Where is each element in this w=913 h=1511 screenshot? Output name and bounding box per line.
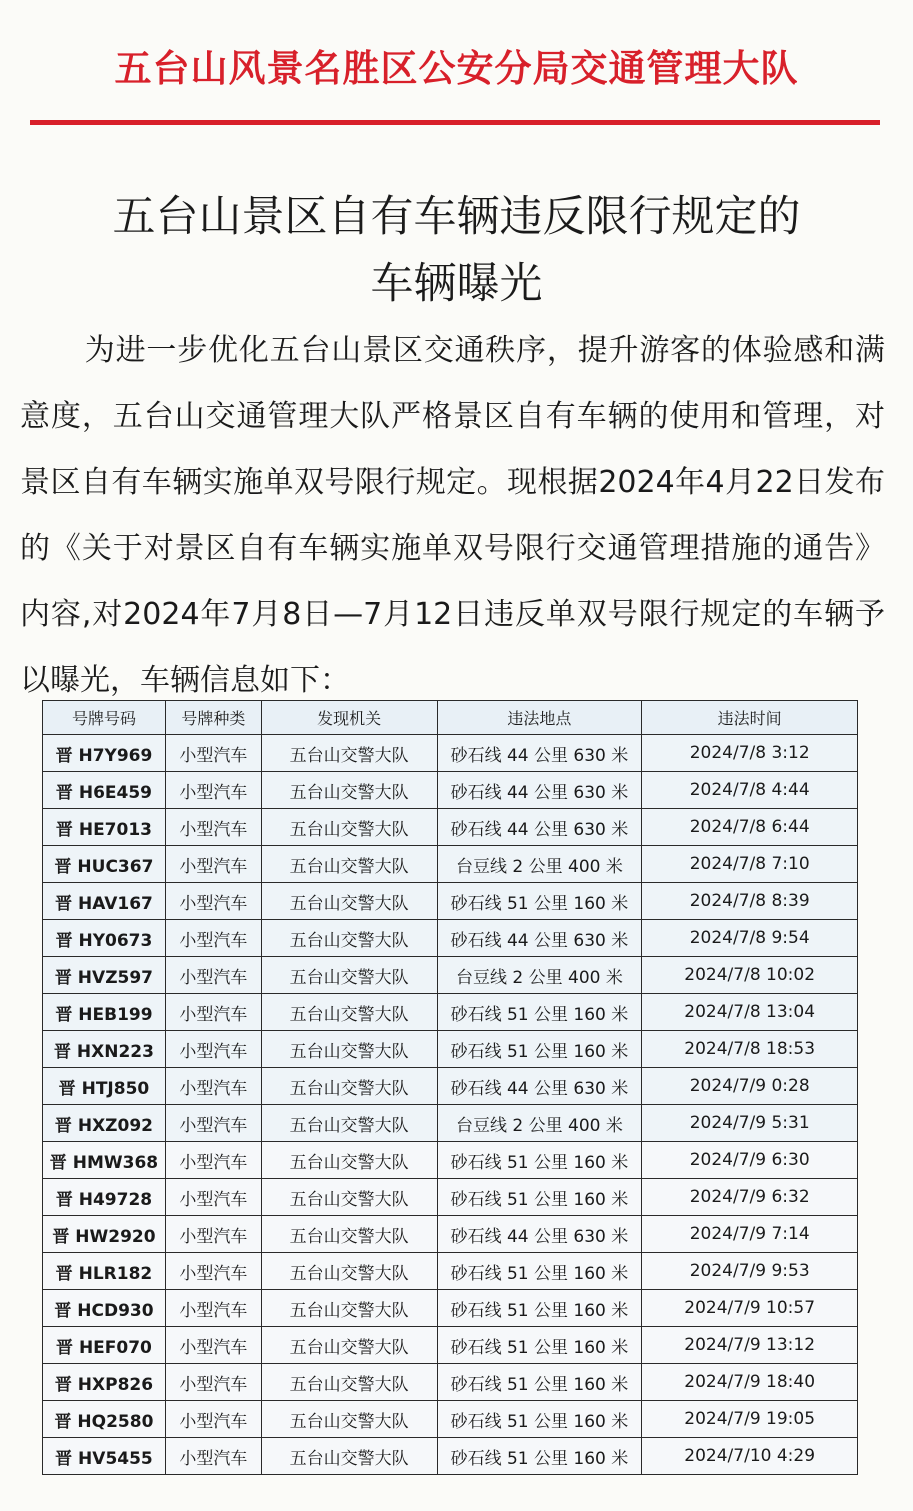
location-cell: 砂石线 44 公里 630 米 xyxy=(437,772,642,809)
plate-cell: 晋 HAV167 xyxy=(43,883,166,920)
location-cell: 砂石线 51 公里 160 米 xyxy=(437,883,642,920)
time-cell: 2024/7/9 18:40 xyxy=(642,1364,858,1401)
table-row xyxy=(43,1253,858,1290)
plate-type-cell: 小型汽车 xyxy=(165,1401,261,1438)
plate-type-cell: 小型汽车 xyxy=(165,1253,261,1290)
table-row xyxy=(43,1401,858,1438)
location-cell: 砂石线 51 公里 160 米 xyxy=(437,1438,642,1475)
table-row xyxy=(43,957,858,994)
plate-cell: 晋 HE7013 xyxy=(43,809,166,846)
table-row xyxy=(43,1438,858,1475)
table-row xyxy=(43,1068,858,1105)
plate-cell: 晋 HXZ092 xyxy=(43,1105,166,1142)
time-cell: 2024/7/9 7:14 xyxy=(642,1216,858,1253)
table-row xyxy=(43,809,858,846)
agency-cell: 五台山交警大队 xyxy=(261,735,437,772)
agency-cell: 五台山交警大队 xyxy=(261,957,437,994)
agency-cell: 五台山交警大队 xyxy=(261,1253,437,1290)
time-cell: 2024/7/9 0:28 xyxy=(642,1068,858,1105)
header-agency: 发现机关 xyxy=(261,701,437,735)
agency-cell: 五台山交警大队 xyxy=(261,883,437,920)
plate-type-cell: 小型汽车 xyxy=(165,846,261,883)
time-cell: 2024/7/9 19:05 xyxy=(642,1401,858,1438)
plate-cell: 晋 HXP826 xyxy=(43,1364,166,1401)
agency-cell: 五台山交警大队 xyxy=(261,1401,437,1438)
table-row xyxy=(43,735,858,772)
time-cell: 2024/7/9 6:32 xyxy=(642,1179,858,1216)
plate-cell: 晋 HY0673 xyxy=(43,920,166,957)
plate-type-cell: 小型汽车 xyxy=(165,994,261,1031)
header-plate-type: 号牌种类 xyxy=(165,701,261,735)
location-cell: 砂石线 51 公里 160 米 xyxy=(437,1290,642,1327)
agency-cell: 五台山交警大队 xyxy=(261,920,437,957)
agency-cell: 五台山交警大队 xyxy=(261,1327,437,1364)
plate-type-cell: 小型汽车 xyxy=(165,1142,261,1179)
time-cell: 2024/7/8 10:02 xyxy=(642,957,858,994)
plate-type-cell: 小型汽车 xyxy=(165,1179,261,1216)
plate-cell: 晋 H6E459 xyxy=(43,772,166,809)
header-location: 违法地点 xyxy=(437,701,642,735)
plate-cell: 晋 HV5455 xyxy=(43,1438,166,1475)
location-cell: 砂石线 44 公里 630 米 xyxy=(437,920,642,957)
plate-type-cell: 小型汽车 xyxy=(165,1327,261,1364)
table-row xyxy=(43,1142,858,1179)
header-plate-number: 号牌号码 xyxy=(43,701,166,735)
agency-cell: 五台山交警大队 xyxy=(261,1179,437,1216)
document-title-line2: 车辆曝光 xyxy=(370,259,543,309)
agency-cell: 五台山交警大队 xyxy=(261,994,437,1031)
time-cell: 2024/7/8 6:44 xyxy=(642,809,858,846)
body-paragraph-text: 为进一步优化五台山景区交通秩序，提升游客的体验感和满意度，五台山交通管理大队严格景区自有车辆的使用和管理，对景区自有车辆实施单双号限行规定。现根据2024年4月22日发布的《关于对景区自有车辆实施单双号限行交通管理措施的通告》内容,对2024年7月8日—7月12日违反单双号限行规定的车辆予以曝光，车辆信息如下： xyxy=(20,333,885,698)
location-cell: 砂石线 44 公里 630 米 xyxy=(437,735,642,772)
time-cell: 2024/7/8 4:44 xyxy=(642,772,858,809)
plate-cell: 晋 HVZ597 xyxy=(43,957,166,994)
location-cell: 砂石线 51 公里 160 米 xyxy=(437,1142,642,1179)
location-cell: 台豆线 2 公里 400 米 xyxy=(437,846,642,883)
table-row xyxy=(43,1364,858,1401)
plate-cell: 晋 HMW368 xyxy=(43,1142,166,1179)
location-cell: 砂石线 51 公里 160 米 xyxy=(437,994,642,1031)
agency-cell: 五台山交警大队 xyxy=(261,809,437,846)
location-cell: 台豆线 2 公里 400 米 xyxy=(437,1105,642,1142)
table-row xyxy=(43,846,858,883)
time-cell: 2024/7/10 4:29 xyxy=(642,1438,858,1475)
agency-cell: 五台山交警大队 xyxy=(261,1105,437,1142)
agency-cell: 五台山交警大队 xyxy=(261,1438,437,1475)
table-row xyxy=(43,883,858,920)
agency-cell: 五台山交警大队 xyxy=(261,846,437,883)
plate-type-cell: 小型汽车 xyxy=(165,772,261,809)
time-cell: 2024/7/9 10:57 xyxy=(642,1290,858,1327)
time-cell: 2024/7/8 7:10 xyxy=(642,846,858,883)
plate-type-cell: 小型汽车 xyxy=(165,1290,261,1327)
location-cell: 砂石线 51 公里 160 米 xyxy=(437,1179,642,1216)
location-cell: 台豆线 2 公里 400 米 xyxy=(437,957,642,994)
plate-cell: 晋 HCD930 xyxy=(43,1290,166,1327)
agency-cell: 五台山交警大队 xyxy=(261,1142,437,1179)
violation-table xyxy=(42,700,858,1475)
plate-cell: 晋 HW2920 xyxy=(43,1216,166,1253)
plate-cell: 晋 HXN223 xyxy=(43,1031,166,1068)
table-row xyxy=(43,772,858,809)
plate-cell: 晋 HUC367 xyxy=(43,846,166,883)
table-header-row xyxy=(43,701,858,735)
time-cell: 2024/7/8 9:54 xyxy=(642,920,858,957)
plate-type-cell: 小型汽车 xyxy=(165,883,261,920)
plate-type-cell: 小型汽车 xyxy=(165,735,261,772)
plate-type-cell: 小型汽车 xyxy=(165,1105,261,1142)
agency-cell: 五台山交警大队 xyxy=(261,1364,437,1401)
location-cell: 砂石线 44 公里 630 米 xyxy=(437,1216,642,1253)
table-row xyxy=(43,920,858,957)
time-cell: 2024/7/8 18:53 xyxy=(642,1031,858,1068)
location-cell: 砂石线 51 公里 160 米 xyxy=(437,1327,642,1364)
time-cell: 2024/7/9 9:53 xyxy=(642,1253,858,1290)
location-cell: 砂石线 44 公里 630 米 xyxy=(437,1068,642,1105)
time-cell: 2024/7/9 6:30 xyxy=(642,1142,858,1179)
time-cell: 2024/7/8 3:12 xyxy=(642,735,858,772)
time-cell: 2024/7/8 13:04 xyxy=(642,994,858,1031)
body-paragraph xyxy=(20,318,885,714)
table-row xyxy=(43,1216,858,1253)
plate-type-cell: 小型汽车 xyxy=(165,1364,261,1401)
location-cell: 砂石线 51 公里 160 米 xyxy=(437,1364,642,1401)
document-title-line1: 五台山景区自有车辆违反限行规定的 xyxy=(112,192,801,242)
table-body xyxy=(43,735,858,1475)
table-row xyxy=(43,994,858,1031)
header-time: 违法时间 xyxy=(642,701,858,735)
time-cell: 2024/7/8 8:39 xyxy=(642,883,858,920)
table-row xyxy=(43,1179,858,1216)
plate-type-cell: 小型汽车 xyxy=(165,809,261,846)
plate-cell: 晋 H49728 xyxy=(43,1179,166,1216)
table-row xyxy=(43,1290,858,1327)
location-cell: 砂石线 44 公里 630 米 xyxy=(437,809,642,846)
plate-type-cell: 小型汽车 xyxy=(165,1068,261,1105)
letterhead-title: 五台山风景名胜区公安分局交通管理大队 xyxy=(114,47,799,90)
table-row xyxy=(43,1327,858,1364)
plate-cell: 晋 H7Y969 xyxy=(43,735,166,772)
plate-type-cell: 小型汽车 xyxy=(165,1438,261,1475)
agency-cell: 五台山交警大队 xyxy=(261,1031,437,1068)
agency-cell: 五台山交警大队 xyxy=(261,1068,437,1105)
plate-cell: 晋 HEB199 xyxy=(43,994,166,1031)
agency-cell: 五台山交警大队 xyxy=(261,1290,437,1327)
plate-type-cell: 小型汽车 xyxy=(165,957,261,994)
plate-type-cell: 小型汽车 xyxy=(165,1216,261,1253)
plate-cell: 晋 HLR182 xyxy=(43,1253,166,1290)
location-cell: 砂石线 51 公里 160 米 xyxy=(437,1253,642,1290)
plate-type-cell: 小型汽车 xyxy=(165,1031,261,1068)
plate-cell: 晋 HTJ850 xyxy=(43,1068,166,1105)
location-cell: 砂石线 51 公里 160 米 xyxy=(437,1401,642,1438)
plate-cell: 晋 HQ2580 xyxy=(43,1401,166,1438)
table-row xyxy=(43,1031,858,1068)
table-row xyxy=(43,1105,858,1142)
plate-type-cell: 小型汽车 xyxy=(165,920,261,957)
location-cell: 砂石线 51 公里 160 米 xyxy=(437,1031,642,1068)
time-cell: 2024/7/9 5:31 xyxy=(642,1105,858,1142)
plate-cell: 晋 HEF070 xyxy=(43,1327,166,1364)
time-cell: 2024/7/9 13:12 xyxy=(642,1327,858,1364)
letterhead-rule xyxy=(30,120,880,125)
agency-cell: 五台山交警大队 xyxy=(261,772,437,809)
agency-cell: 五台山交警大队 xyxy=(261,1216,437,1253)
